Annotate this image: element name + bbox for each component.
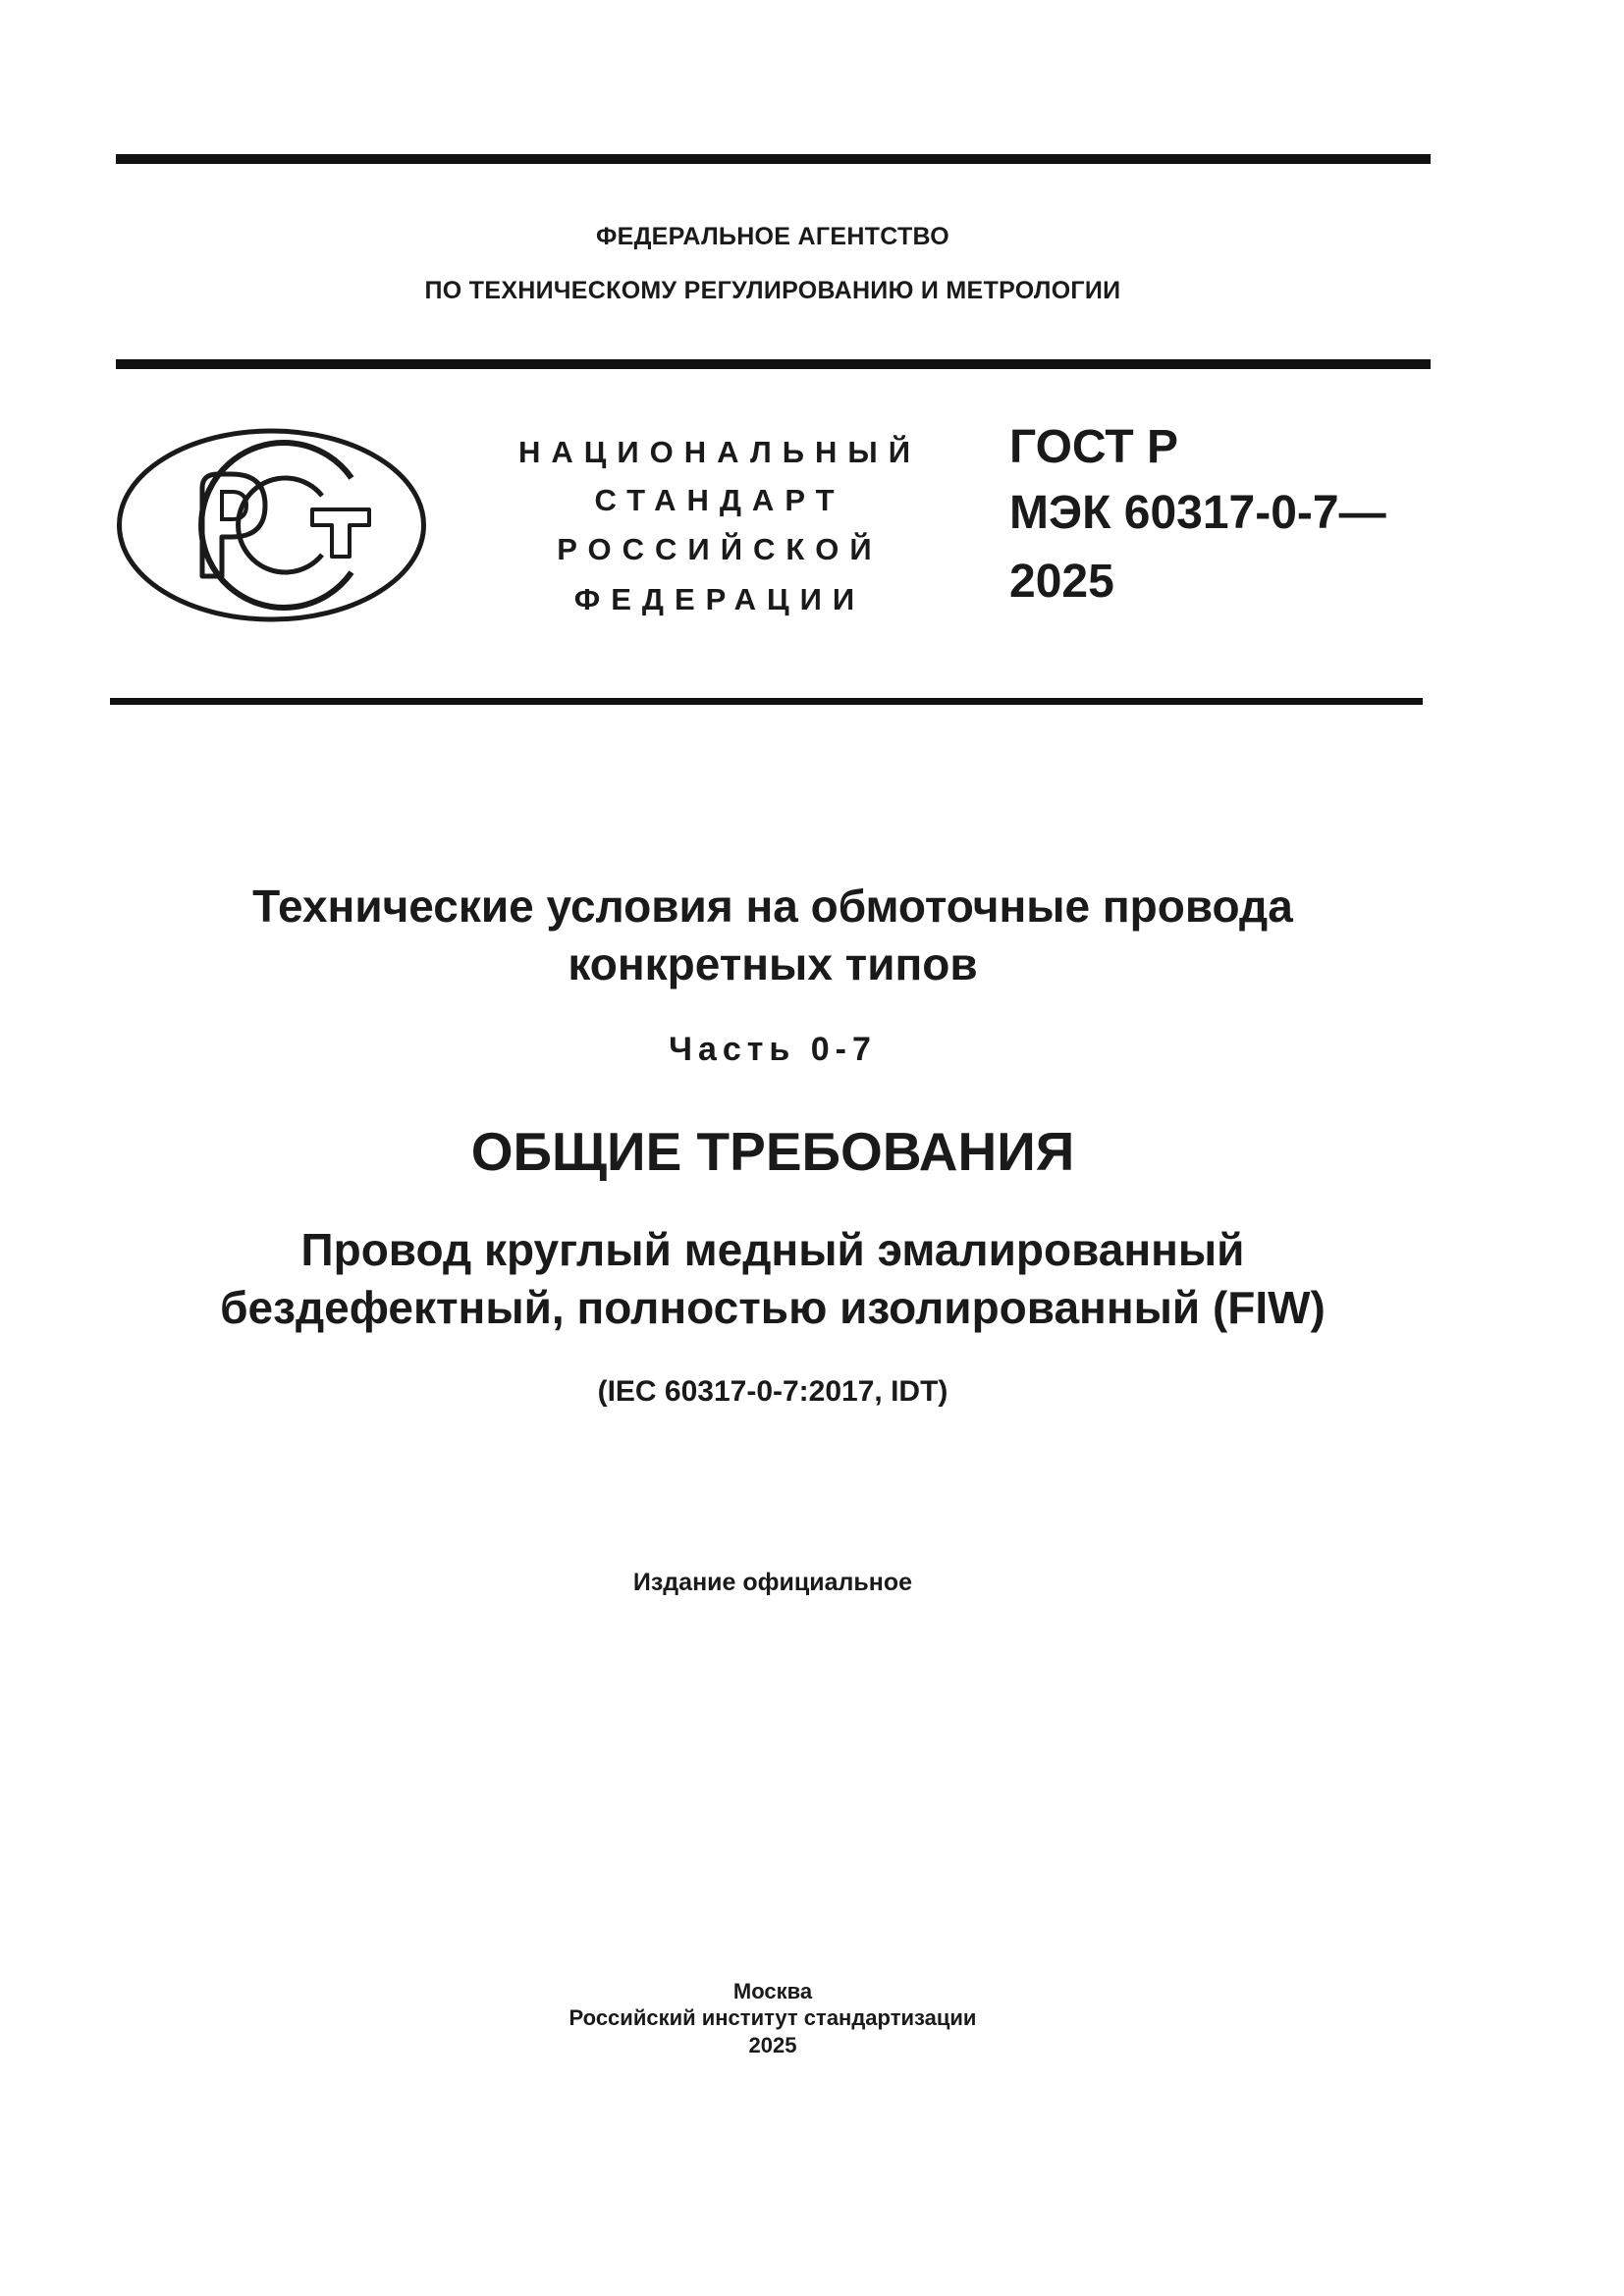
national-standard-line4: ФЕДЕРАЦИИ [573, 582, 866, 616]
part-number: Часть 0-7 [669, 1031, 877, 1068]
top-rule [116, 154, 1431, 164]
standard-designation-line3: 2025 [1009, 556, 1114, 608]
document-title-line2: конкретных типов [568, 938, 978, 989]
agency-name-line1: ФЕДЕРАЛЬНОЕ АГЕНТСТВО [595, 223, 950, 250]
header-rule [116, 359, 1431, 369]
standard-designation-line2: МЭК 60317-0-7— [1009, 487, 1386, 539]
iec-reference: (IEC 60317-0-7:2017, IDT) [597, 1375, 948, 1408]
subtitle-line2: бездефектный, полностью изолированный (FIW) [220, 1282, 1326, 1333]
standard-designation-line1: ГОСТ Р [1009, 421, 1179, 473]
document-title-line1: Технические условия на обмоточные провода [252, 881, 1293, 932]
agency-name-line2: ПО ТЕХНИЧЕСКОМУ РЕГУЛИРОВАНИЮ И МЕТРОЛОГИИ [424, 277, 1121, 304]
section-rule [110, 698, 1423, 705]
subtitle-line1: Провод круглый медный эмалированный [300, 1224, 1245, 1275]
section-heading: ОБЩИЕ ТРЕБОВАНИЯ [470, 1121, 1075, 1182]
national-standard-line3: РОССИЙСКОЙ [557, 532, 883, 566]
national-standard-line2: СТАНДАРТ [594, 483, 845, 517]
national-standard-line1: НАЦИОНАЛЬНЫЙ [517, 435, 922, 469]
imprint-publisher: Российский институт стандартизации [568, 2005, 977, 2030]
imprint-city: Москва [732, 1979, 813, 2003]
rst-logo [116, 427, 427, 623]
edition-note: Издание официальное [632, 1569, 913, 1596]
imprint-year: 2025 [748, 2033, 797, 2057]
